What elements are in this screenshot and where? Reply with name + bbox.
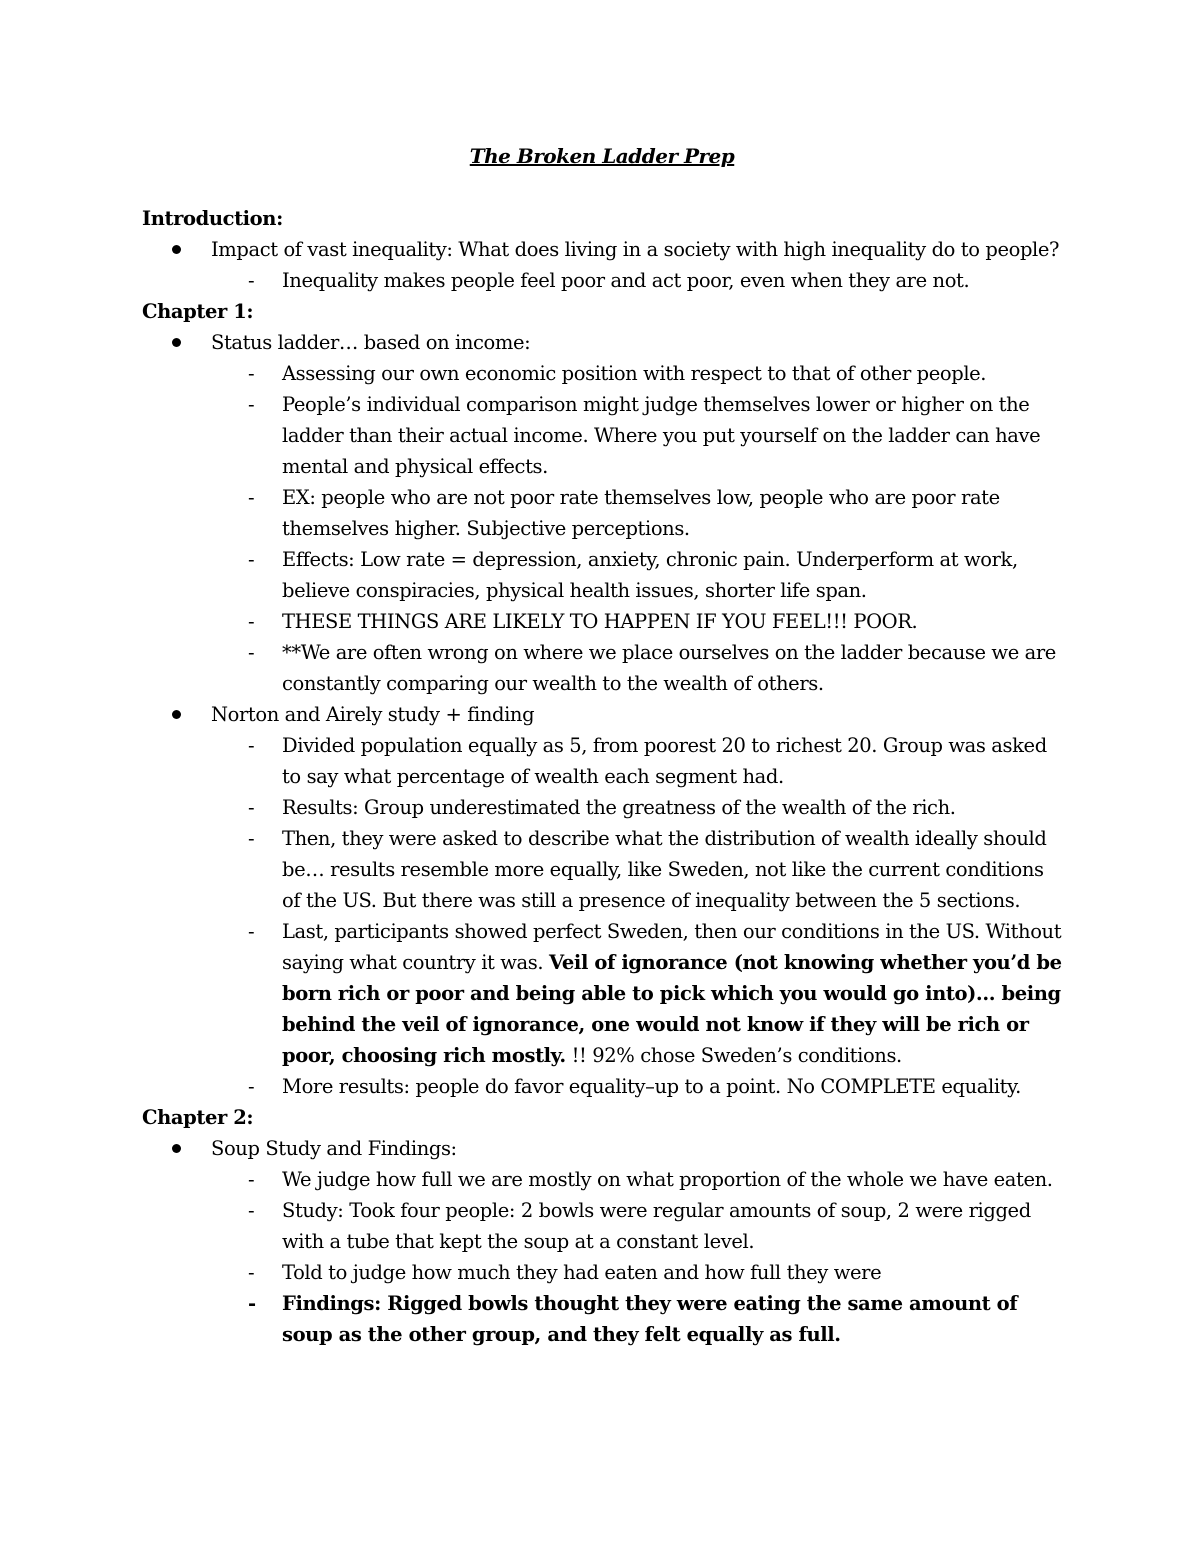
sub-item (142, 1288, 1062, 1350)
sub-text: THESE THINGS ARE LIKELY TO HAPPEN IF YOU FEEL!!! POOR. (282, 610, 918, 633)
sub-item (142, 823, 1062, 916)
dash-mark: - (248, 269, 255, 292)
section-heading: Chapter 1: (142, 300, 254, 323)
sub-text: EX: people who are not poor rate themselves low, people who are poor rate themselves higher. Subjective perceptions. (282, 486, 1000, 540)
sub-item (142, 792, 1062, 823)
section-chapter-2 (142, 1102, 1062, 1350)
sub-text: Study: Took four people: 2 bowls were regular amounts of soup, 2 were rigged with a tube that kept the soup at a constant level. (282, 1199, 1031, 1253)
bullet-dot-icon (172, 338, 181, 347)
sub-item (142, 389, 1062, 482)
sub-text: Told to judge how much they had eaten and how full they were (282, 1261, 882, 1284)
section-introduction (142, 203, 1062, 296)
sub-list (142, 265, 1062, 296)
bullet-list (142, 1133, 1062, 1350)
sub-item (142, 1164, 1062, 1195)
dash-mark: - (248, 1168, 255, 1191)
sub-item (142, 606, 1062, 637)
dash-mark: - (248, 486, 255, 509)
dash-mark: - (248, 920, 255, 943)
sub-text: **We are often wrong on where we place ourselves on the ladder because we are constantly comparing our wealth to the wealth of others. (282, 641, 1056, 695)
dash-mark: - (248, 393, 255, 416)
sub-item (142, 544, 1062, 606)
bullet-dot-icon (172, 710, 181, 719)
sub-text: We judge how full we are mostly on what proportion of the whole we have eaten. (282, 1168, 1053, 1191)
sub-text-end: !! 92% chose Sweden’s conditions. (565, 1044, 902, 1067)
sub-text: Assessing our own economic position with respect to that of other people. (282, 362, 987, 385)
bullet-text: Norton and Airely study + finding (211, 703, 535, 726)
sub-text: Divided population equally as 5, from poorest 20 to richest 20. Group was asked to say what percentage of wealth each segment had. (282, 734, 1047, 788)
bullet-list (142, 234, 1062, 296)
dash-mark: - (248, 1292, 256, 1315)
bullet-text: Soup Study and Findings: (211, 1137, 457, 1160)
section-chapter-1 (142, 296, 1062, 1102)
sub-text: More results: people do favor equality–up to a point. No COMPLETE equality. (282, 1075, 1021, 1098)
section-heading: Introduction: (142, 207, 283, 230)
sub-list (142, 1164, 1062, 1350)
bullet-item (142, 699, 1062, 1102)
dash-mark: - (248, 610, 255, 633)
sub-text: Effects: Low rate = depression, anxiety, chronic pain. Underperform at work, believe conspiracies, physical health issues, shorter life span. (282, 548, 1018, 602)
sub-text: People’s individual comparison might judge themselves lower or higher on the ladder than their actual income. Where you put yourself on the ladder can have mental and physical effects. (282, 393, 1041, 478)
dash-mark: - (248, 362, 255, 385)
sub-text: Inequality makes people feel poor and act poor, even when they are not. (282, 269, 970, 292)
sub-text-bold: Findings: Rigged bowls thought they were eating the same amount of soup as the other group, and they felt equally as full. (282, 1292, 1018, 1346)
bullet-list (142, 327, 1062, 1102)
sub-text: Results: Group underestimated the greatness of the wealth of the rich. (282, 796, 956, 819)
sub-list (142, 730, 1062, 1102)
bullet-dot-icon (172, 245, 181, 254)
dash-mark: - (248, 734, 255, 757)
sub-text-start: Last, participants showed perfect Sweden, then our conditions in the US. Without saying what country it was. (282, 920, 1062, 974)
sub-item (142, 1257, 1062, 1288)
bullet-item (142, 234, 1062, 296)
sub-text: Then, they were asked to describe what the distribution of wealth ideally should be… results resemble more equally, like Sweden, not like the current conditions of the US. But there was still a presence of inequality between the 5 sections. (282, 827, 1047, 912)
document-body (142, 141, 1062, 1350)
bullet-dot-icon (172, 1144, 181, 1153)
sub-text-bold: Veil of ignorance (not knowing whether you’d be born rich or poor and being able to pick which you would go into)... being behind the veil of ignorance, one would not know if they will be rich or poor, choosing rich mostly. (282, 951, 1062, 1067)
bullet-text: Status ladder… based on income: (211, 331, 531, 354)
sub-list (142, 358, 1062, 699)
sub-item (142, 265, 1062, 296)
sub-item (142, 916, 1062, 1071)
sub-item (142, 358, 1062, 389)
bullet-text: Impact of vast inequality: What does living in a society with high inequality do to people? (211, 238, 1060, 261)
dash-mark: - (248, 827, 255, 850)
sub-item (142, 1071, 1062, 1102)
dash-mark: - (248, 548, 255, 571)
bullet-item (142, 327, 1062, 699)
dash-mark: - (248, 1261, 255, 1284)
dash-mark: - (248, 1075, 255, 1098)
sub-item (142, 730, 1062, 792)
sub-item (142, 637, 1062, 699)
bullet-item (142, 1133, 1062, 1350)
sub-item (142, 482, 1062, 544)
sub-item (142, 1195, 1062, 1257)
dash-mark: - (248, 641, 255, 664)
section-heading: Chapter 2: (142, 1106, 254, 1129)
dash-mark: - (248, 1199, 255, 1222)
document-title: The Broken Ladder Prep (469, 144, 735, 168)
dash-mark: - (248, 796, 255, 819)
